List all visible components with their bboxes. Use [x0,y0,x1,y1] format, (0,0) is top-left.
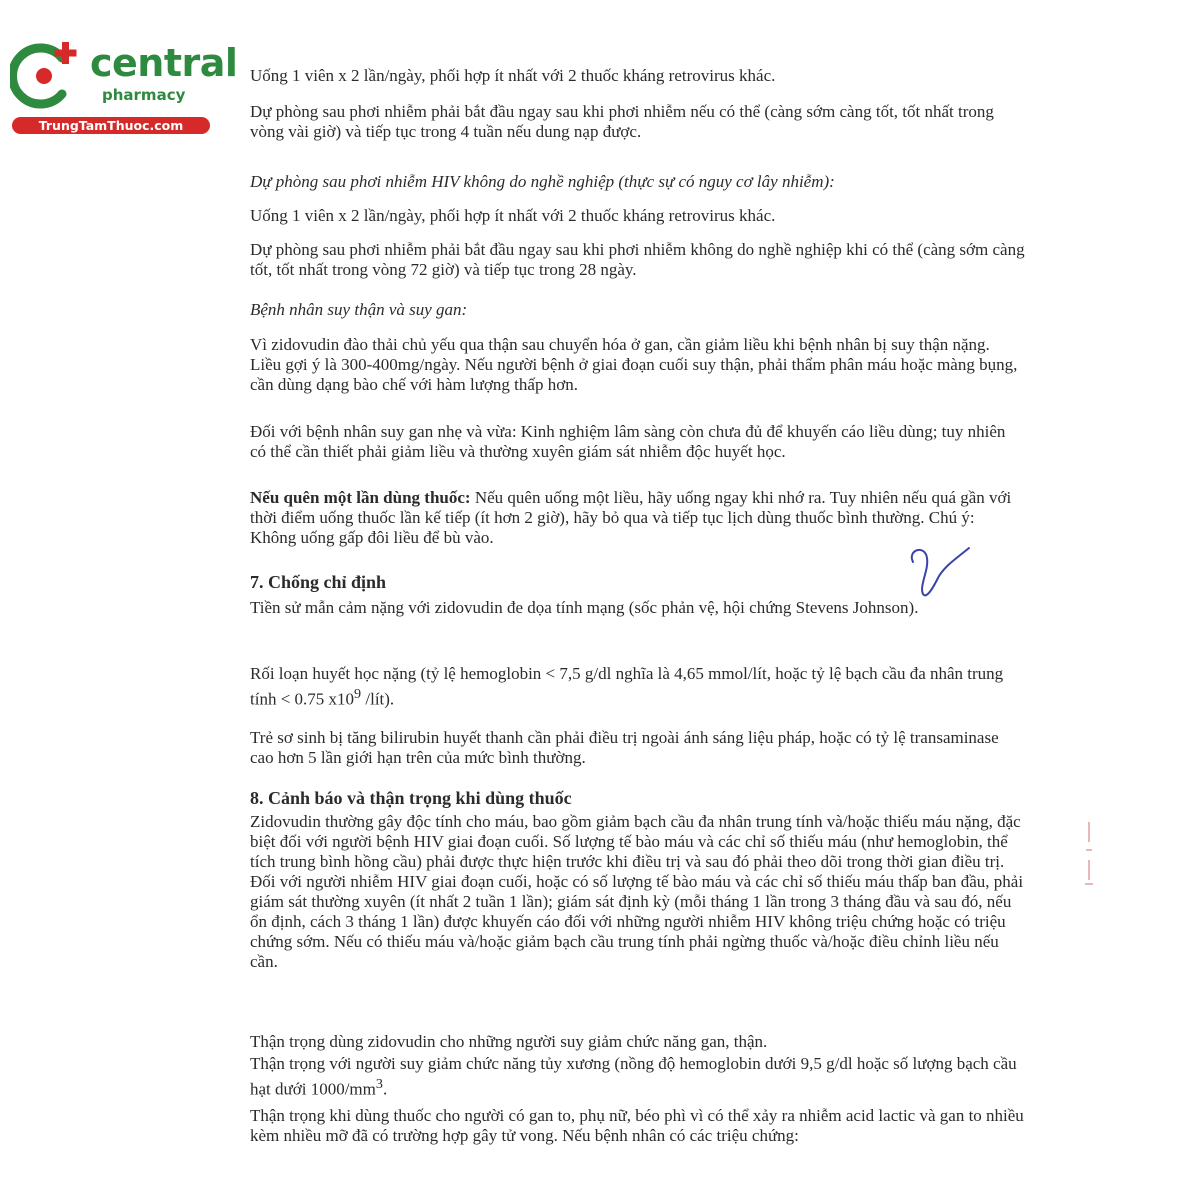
paragraph-dosage-2: Uống 1 viên x 2 lần/ngày, phối hợp ít nhất với 2 thuốc kháng retrovirus khác. [250,206,776,225]
subheading-renal-hepatic: Bệnh nhân suy thận và suy gan: [250,300,468,319]
paragraph-hematologic-toxicity: Zidovudin thường gây độc tính cho máu, bao gồm giảm bạch cầu đa nhân trung tính và/hoặc thiếu máu nặng, đặc biệt đối với người bệnh HIV giai đoạn cuối. Số lượng tế bào máu và các chỉ số thiếu máu (như hemoglobin, thể tích trung bình hồng cầu) phải được thực hiện trước khi điều trị và sau đó phải theo dõi trong thời gian điều trị. Đối với người nhiễm HIV giai đoạn cuối, hoặc có số lượng tế bào máu và các chỉ số thiếu máu thấp ban đầu, phải giám sát thường xuyên (ít nhất 2 tuần 1 lần); giám sát định kỳ (mỗi tháng 1 lần trong 3 tháng đầu và sau đó, nếu ổn định, cách 3 tháng 1 lần) được khuyến cáo đối với những người nhiễm HIV không triệu chứng hoặc có triệu chứng sớm. Nếu có thiếu máu và/hoặc giảm bạch cầu trung tính phải ngừng thuốc và/hoặc điều chỉnh liều nếu cần. [250,812,1024,971]
paragraph-pep-non-occupational: Dự phòng sau phơi nhiễm phải bắt đầu ngay sau khi phơi nhiễm không do nghề nghiệp khi có thể (càng sớm càng tốt, tốt nhất trong vòng 72 giờ) và tiếp tục trong 28 ngày. [250,240,1025,279]
central-pharmacy-logo [10,38,238,138]
hematologic-text: Rối loạn huyết học nặng (tỷ lệ hemoglobin < 7,5 g/dl nghĩa là 4,65 mmol/lít, hoặc tỷ lệ bạch cầu đa nhân trung tính < 0.75 x10 [250,664,1004,709]
bone-marrow-end: . [382,1079,388,1099]
missed-dose-text: Nếu quên uống một liều, hãy uống ngay khi nhớ ra. Tuy nhiên nếu quá gần với thời điểm uống thuốc lần kế tiếp (ít hơn 2 giờ), hãy bỏ qua và tiếp tục lịch dùng thuốc bình thường. Chú ý: Không uống gấp đôi liều để bù vào. [250,488,1012,547]
paragraph-dosage-1: Uống 1 viên x 2 lần/ngày, phối hợp ít nhất với 2 thuốc kháng retrovirus khác. [250,66,776,85]
section-heading-warnings: 8. Cảnh báo và thận trọng khi dùng thuốc [250,788,572,808]
logo-brand-text: central [90,41,238,85]
logo-website-ribbon: TrungTamThuoc.com [12,117,210,134]
paragraph-hematologic-disorder [250,664,1025,710]
margin-stamp-mark [1082,820,1096,890]
pharmacy-cross-logo-icon [10,38,88,110]
paragraph-hepatic-impairment: Đối với bệnh nhân suy gan nhẹ và vừa: Kinh nghiệm lâm sàng còn chưa đủ để khuyến cáo liều dùng; tuy nhiên có thể cần thiết phải giảm liều và thường xuyên giám sát nhiễm độc huyết học. [250,422,1006,461]
paragraph-lactic-acidosis: Thận trọng khi dùng thuốc cho người có gan to, phụ nữ, béo phì vì có thể xảy ra nhiễm acid lactic và gan to nhiều kèm nhiều mỡ đã có trường hợp gây tử vong. Nếu bệnh nhân có các triệu chứng: [250,1106,1024,1145]
bone-marrow-text: Thận trọng với người suy giảm chức năng tủy xương (nồng độ hemoglobin dưới 9,5 g/dl hoặc số lượng bạch cầu hạt dưới 1000/mm [250,1054,1017,1099]
superscript-cubed: 3 [375,1076,383,1092]
missed-dose-label: Nếu quên một lần dùng thuốc: [250,488,471,507]
paragraph-pep-occupational: Dự phòng sau phơi nhiễm phải bắt đầu ngay sau khi phơi nhiễm nếu có thể (càng sớm càng tốt, tốt nhất trong vòng vài giờ) và tiếp tục trong 4 tuần nếu dung nạp được. [250,102,994,141]
paragraph-hypersensitivity: Tiền sử mẫn cảm nặng với zidovudin đe dọa tính mạng (sốc phản vệ, hội chứng Stevens Johnson). [250,598,919,617]
logo-subtitle: pharmacy [102,86,186,104]
paragraph-bone-marrow-caution [250,1054,1025,1100]
paragraph-neonates: Trẻ sơ sinh bị tăng bilirubin huyết thanh cần phải điều trị ngoài ánh sáng liệu pháp, hoặc có tỷ lệ transaminase cao hơn 5 lần giới hạn trên của mức bình thường. [250,728,999,767]
paragraph-missed-dose [250,488,1025,548]
section-heading-contraindications: 7. Chống chỉ định [250,572,387,592]
paragraph-renal-impairment: Vì zidovudin đào thải chủ yếu qua thận sau chuyển hóa ở gan, cần giảm liều khi bệnh nhân bị suy thận nặng. Liều gợi ý là 300-400mg/ngày. Nếu người bệnh ở giai đoạn cuối suy thận, phải thẩm phân máu hoặc màng bụng, cần dùng dạng bào chế với hàm lượng thấp hơn. [250,335,1018,394]
hematologic-unit: /lít). [361,689,395,709]
handwritten-signature-mark [905,540,975,600]
paragraph-liver-kidney-caution: Thận trọng dùng zidovudin cho những người suy giảm chức năng gan, thận. [250,1032,768,1051]
subheading-pep-non-occupational: Dự phòng sau phơi nhiễm HIV không do nghề nghiệp (thực sự có nguy cơ lây nhiễm): [250,172,835,191]
superscript-exponent: 9 [354,686,362,702]
